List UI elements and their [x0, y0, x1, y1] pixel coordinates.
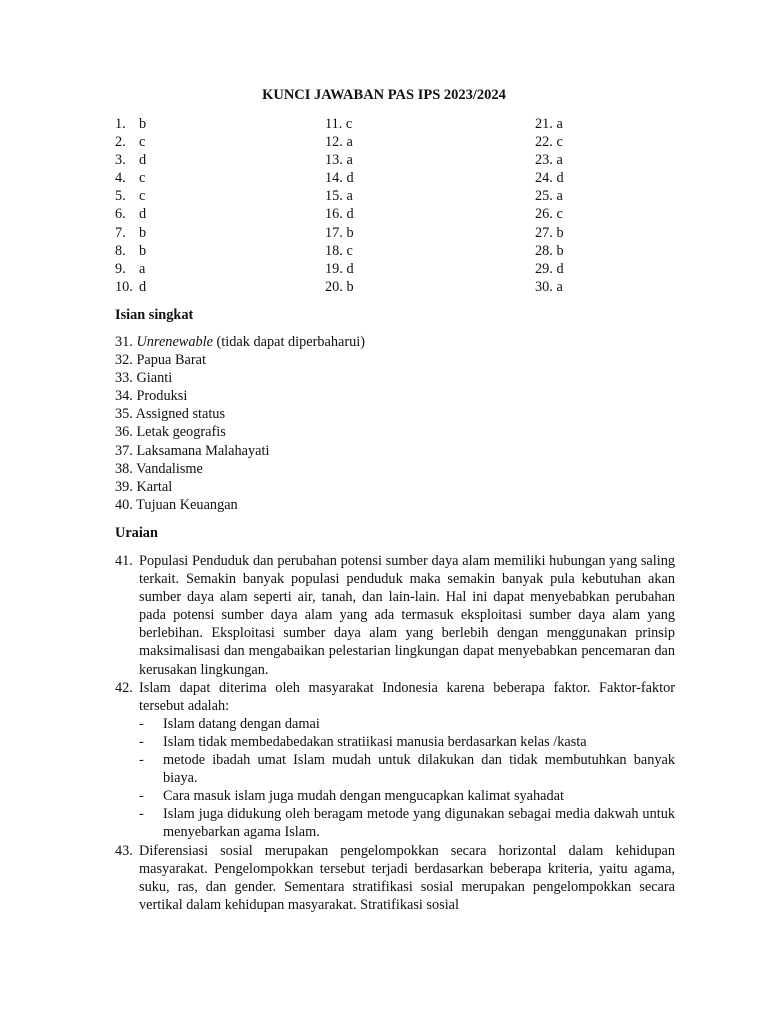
answer-column-3 — [535, 115, 564, 296]
answer-column-1 — [115, 115, 146, 296]
answer-row: 16. d — [325, 206, 354, 223]
answer-row: 25. a — [535, 188, 563, 205]
list-item: - Islam tidak membedabedakan stratiikasi manusia berdasarkan kelas /kasta — [139, 733, 587, 750]
answer-row: 9. a — [115, 260, 146, 277]
answer-row: 13. a — [325, 152, 353, 169]
answer-row: 27. b — [535, 224, 564, 241]
answer-row: 11. c — [325, 116, 353, 132]
answer-row: 19. d — [325, 260, 354, 277]
short-answer-row: 40. Tujuan Keuangan — [115, 496, 238, 513]
answer-row: 26. c — [535, 206, 563, 223]
answer-row: 1. b — [115, 116, 147, 132]
short-answer-row: 38. Vandalisme — [115, 460, 203, 477]
essay-item-41: 41. Populasi Penduduk dan perubahan potensi sumber daya alam memiliki hubungan yang saling terkait. Semakin banyak populasi penduduk maka semakin banyak pula kebutuhan akan sumber daya alam seperti air, tanah, dan lain-lain. Hal ini dapat menyebabkan perubahan pada potensi sumber daya alam yang ada termasuk eksploitasi sumber daya alam yang berlebihan. Eksploitasi sumber daya alam yang berlebih dengan menggunakan prinsip maksimalisasi dan mengabaikan pelestarian lingkungan dapat menyebabkan pencemaran dan kerusakan lingkungan. — [115, 553, 675, 678]
answer-row: 10. d — [115, 278, 147, 295]
short-answer-list — [115, 333, 365, 514]
short-answer-row: 32. Papua Barat — [115, 352, 206, 369]
answer-row: 5. c — [115, 188, 146, 205]
short-answer-row: 39. Kartal — [115, 478, 173, 495]
essay-item-42: 42. Islam dapat diterima oleh masyarakat Indonesia karena beberapa faktor. Faktor-faktor tersebut adalah: - Islam datang dengan damai - Islam tidak membedabedakan stratiikasi manusia berdasarkan kelas /kasta - metode ibadah umat Islam mudah untuk dilakukan dan tidak membutuhkan banyak biaya. - Cara masuk islam juga mudah dengan mengucapkan kalimat syahadat - Islam juga didukung oleh beragam metode yang digunakan sebagai media dakwah untuk menyebarkan agama Islam. — [115, 679, 675, 841]
answer-row: 8. b — [115, 242, 147, 259]
short-answer-row: 33. Gianti — [115, 370, 173, 387]
answer-row: 4. c — [115, 170, 146, 187]
answer-row: 7. b — [115, 224, 147, 241]
answer-row: 21. a — [535, 116, 563, 132]
answer-row: 28. b — [535, 242, 564, 259]
short-answer-row: 34. Produksi — [115, 388, 188, 405]
essay-42-bullets — [139, 715, 675, 842]
answer-row: 23. a — [535, 152, 563, 169]
answer-row: 3. d — [115, 152, 147, 169]
list-item: - Islam datang dengan damai — [139, 715, 320, 732]
essay-answers — [115, 552, 675, 914]
short-answer-row: 36. Letak geografis — [115, 424, 226, 441]
page-title: KUNCI JAWABAN PAS IPS 2023/2024 — [262, 87, 506, 103]
answer-row: 22. c — [535, 134, 563, 151]
short-answer-row: 31. Unrenewable (tidak dapat diperbaharui) — [115, 334, 365, 350]
list-item: - Islam juga didukung oleh beragam metode yang digunakan sebagai media dakwah untuk menyebarkan agama Islam. — [139, 806, 675, 841]
multiple-choice-answers — [115, 115, 675, 299]
short-answer-heading: Isian singkat — [115, 307, 194, 323]
short-answer-row: 35. Assigned status — [115, 406, 226, 423]
answer-row: 2. c — [115, 134, 146, 151]
answer-row: 17. b — [325, 224, 354, 241]
answer-row: 14. d — [325, 170, 354, 187]
answer-row: 30. a — [535, 278, 563, 295]
answer-row: 24. d — [535, 170, 564, 187]
answer-row: 15. a — [325, 188, 353, 205]
answer-row: 12. a — [325, 134, 353, 151]
list-item: - metode ibadah umat Islam mudah untuk dilakukan dan tidak membutuhkan banyak biaya. — [139, 752, 675, 787]
answer-row: 20. b — [325, 278, 354, 295]
essay-heading: Uraian — [115, 525, 158, 541]
short-answer-row: 37. Laksamana Malahayati — [115, 442, 270, 459]
answer-row: 29. d — [535, 260, 564, 277]
list-item: - Cara masuk islam juga mudah dengan mengucapkan kalimat syahadat — [139, 788, 564, 805]
answer-column-2 — [325, 115, 354, 296]
answer-row: 6. d — [115, 206, 147, 223]
essay-item-43: 43. Diferensiasi sosial merupakan pengelompokkan secara horizontal dalam kehidupan masyarakat. Pengelompokkan tersebut terjadi berdasarkan beberapa kriteria, yaitu agama, suku, ras, dan gender. Sementara stratifikasi sosial merupakan pengelompokkan secara vertikal dalam kehidupan masyarakat. Stratifikasi sosial — [115, 842, 675, 913]
answer-row: 18. c — [325, 242, 353, 259]
